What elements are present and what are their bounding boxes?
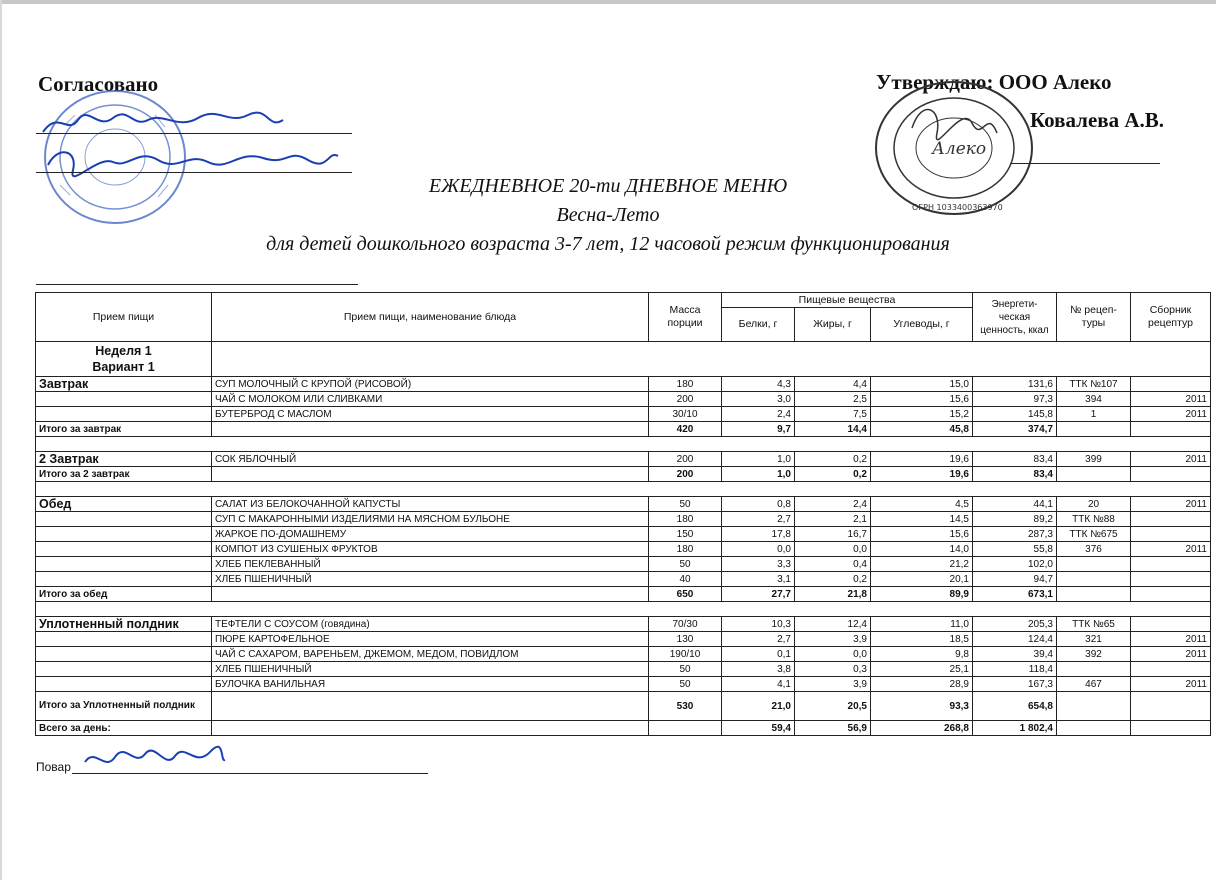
energy-cell: 89,2 (973, 512, 1057, 527)
fats-cell: 21,8 (795, 587, 871, 602)
col-nutrients: Пищевые вещества (722, 293, 973, 308)
menu-subtitle: для детей дошкольного возраста 3-7 лет, 12 часовой режим функционирования (266, 233, 950, 255)
collection-cell: 2011 (1131, 452, 1211, 467)
meal-cell (36, 572, 212, 587)
proteins-cell: 3,8 (722, 662, 795, 677)
dish-row (36, 527, 1211, 542)
proteins-cell: 3,3 (722, 557, 795, 572)
fats-cell: 2,1 (795, 512, 871, 527)
energy-cell: 118,4 (973, 662, 1057, 677)
collection-cell (1131, 662, 1211, 677)
fats-cell: 0,0 (795, 542, 871, 557)
collection-cell (1131, 692, 1211, 721)
fats-cell: 14,4 (795, 422, 871, 437)
mass-cell: 50 (649, 497, 722, 512)
energy-cell: 124,4 (973, 632, 1057, 647)
energy-cell: 145,8 (973, 407, 1057, 422)
energy-cell: 205,3 (973, 617, 1057, 632)
dish-cell: ЖАРКОЕ ПО-ДОМАШНЕМУ (212, 527, 649, 542)
carbs-cell: 18,5 (871, 632, 973, 647)
mass-cell: 30/10 (649, 407, 722, 422)
meal-cell (36, 542, 212, 557)
meal-cell: Итого за обед (36, 587, 212, 602)
energy-cell: 287,3 (973, 527, 1057, 542)
col-meal: Прием пищи (36, 293, 212, 342)
col-energy: Энергети-ческая ценность, ккал (973, 293, 1057, 342)
dish-cell: СУП МОЛОЧНЫЙ С КРУПОЙ (РИСОВОЙ) (212, 377, 649, 392)
page-border (0, 0, 1216, 4)
proteins-cell: 3,1 (722, 572, 795, 587)
mass-cell: 650 (649, 587, 722, 602)
dish-cell: ХЛЕБ ПШЕНИЧНЫЙ (212, 662, 649, 677)
carbs-cell: 89,9 (871, 587, 973, 602)
dish-cell: БУТЕРБРОД С МАСЛОМ (212, 407, 649, 422)
fats-cell: 12,4 (795, 617, 871, 632)
recipe-cell: 376 (1057, 542, 1131, 557)
spacer-row (36, 482, 1211, 497)
energy-cell: 131,6 (973, 377, 1057, 392)
collection-cell: 2011 (1131, 497, 1211, 512)
meal-cell: Уплотненный полдник (36, 617, 212, 632)
collection-cell (1131, 572, 1211, 587)
carbs-cell: 14,0 (871, 542, 973, 557)
recipe-cell (1057, 422, 1131, 437)
dish-cell (212, 721, 649, 736)
recipe-cell (1057, 557, 1131, 572)
dish-row (36, 392, 1211, 407)
director-name: Ковалева А.В. (1030, 108, 1165, 132)
meal-cell (36, 407, 212, 422)
col-collection: Сборник рецептур (1131, 293, 1211, 342)
mass-cell: 200 (649, 467, 722, 482)
fats-cell: 0,2 (795, 452, 871, 467)
week-cell (36, 342, 212, 377)
page-border-left (0, 0, 2, 880)
carbs-cell: 21,2 (871, 557, 973, 572)
energy-cell: 1 802,4 (973, 721, 1057, 736)
energy-cell: 83,4 (973, 452, 1057, 467)
mass-cell: 130 (649, 632, 722, 647)
svg-text:ОГРН 1033400363970: ОГРН 1033400363970 (912, 203, 1003, 212)
meal-cell (36, 527, 212, 542)
energy-cell: 102,0 (973, 557, 1057, 572)
proteins-cell: 3,0 (722, 392, 795, 407)
approve-label: Утверждаю: ООО Алеко (876, 70, 1112, 94)
dish-row (36, 377, 1211, 392)
week-label: Неделя 1 (95, 344, 152, 358)
meal-cell: Итого за 2 завтрак (36, 467, 212, 482)
energy-cell: 167,3 (973, 677, 1057, 692)
dish-row (36, 662, 1211, 677)
carbs-cell: 268,8 (871, 721, 973, 736)
dish-row (36, 677, 1211, 692)
dish-row (36, 407, 1211, 422)
collection-cell (1131, 422, 1211, 437)
mass-cell: 150 (649, 527, 722, 542)
fats-cell: 20,5 (795, 692, 871, 721)
mass-cell: 70/30 (649, 617, 722, 632)
recipe-cell: ТТК №675 (1057, 527, 1131, 542)
dish-cell (212, 692, 649, 721)
carbs-cell: 15,2 (871, 407, 973, 422)
dish-row (36, 557, 1211, 572)
meal-cell: Обед (36, 497, 212, 512)
collection-cell (1131, 467, 1211, 482)
fats-cell: 7,5 (795, 407, 871, 422)
proteins-cell: 4,1 (722, 677, 795, 692)
collection-cell: 2011 (1131, 407, 1211, 422)
proteins-cell: 9,7 (722, 422, 795, 437)
meal-cell (36, 557, 212, 572)
energy-cell: 97,3 (973, 392, 1057, 407)
carbs-cell: 25,1 (871, 662, 973, 677)
carbs-cell: 28,9 (871, 677, 973, 692)
mass-cell: 40 (649, 572, 722, 587)
fats-cell: 0,2 (795, 572, 871, 587)
recipe-cell (1057, 467, 1131, 482)
meal-cell (36, 632, 212, 647)
carbs-cell: 19,6 (871, 452, 973, 467)
proteins-cell: 59,4 (722, 721, 795, 736)
proteins-cell: 27,7 (722, 587, 795, 602)
collection-cell (1131, 527, 1211, 542)
menu-table (35, 292, 1211, 736)
fats-cell: 0,2 (795, 467, 871, 482)
fats-cell: 2,5 (795, 392, 871, 407)
proteins-cell: 1,0 (722, 467, 795, 482)
variant-label: Вариант 1 (92, 360, 155, 374)
proteins-cell: 21,0 (722, 692, 795, 721)
energy-cell: 673,1 (973, 587, 1057, 602)
carbs-cell: 15,6 (871, 392, 973, 407)
recipe-cell (1057, 692, 1131, 721)
carbs-cell: 19,6 (871, 467, 973, 482)
collection-cell: 2011 (1131, 647, 1211, 662)
dish-row (36, 572, 1211, 587)
mass-cell: 530 (649, 692, 722, 721)
mass-cell: 50 (649, 677, 722, 692)
week-filler (212, 342, 1211, 377)
total-row (36, 692, 1211, 721)
total-row (36, 467, 1211, 482)
collection-cell: 2011 (1131, 392, 1211, 407)
dish-row (36, 617, 1211, 632)
mass-cell: 200 (649, 452, 722, 467)
dish-cell: СОК ЯБЛОЧНЫЙ (212, 452, 649, 467)
energy-cell: 83,4 (973, 467, 1057, 482)
mass-cell: 180 (649, 377, 722, 392)
collection-cell (1131, 721, 1211, 736)
dish-cell: БУЛОЧКА ВАНИЛЬНАЯ (212, 677, 649, 692)
carbs-cell: 15,6 (871, 527, 973, 542)
fats-cell: 3,9 (795, 677, 871, 692)
meal-cell: 2 Завтрак (36, 452, 212, 467)
collection-cell (1131, 617, 1211, 632)
dish-cell: САЛАТ ИЗ БЕЛОКОЧАННОЙ КАПУСТЫ (212, 497, 649, 512)
carbs-cell: 45,8 (871, 422, 973, 437)
dish-cell: ХЛЕБ ПЕКЛЕВАННЫЙ (212, 557, 649, 572)
recipe-cell: 1 (1057, 407, 1131, 422)
collection-cell (1131, 587, 1211, 602)
fats-cell: 16,7 (795, 527, 871, 542)
mass-cell: 180 (649, 512, 722, 527)
collection-cell (1131, 557, 1211, 572)
recipe-cell (1057, 572, 1131, 587)
dish-cell: ЧАЙ С МОЛОКОМ ИЛИ СЛИВКАМИ (212, 392, 649, 407)
svg-text:Алеко: Алеко (932, 139, 987, 159)
recipe-cell: ТТК №88 (1057, 512, 1131, 527)
proteins-cell: 0,1 (722, 647, 795, 662)
recipe-cell: 394 (1057, 392, 1131, 407)
dish-row (36, 542, 1211, 557)
meal-cell: Итого за завтрак (36, 422, 212, 437)
fats-cell: 0,3 (795, 662, 871, 677)
meal-cell: Всего за день: (36, 721, 212, 736)
carbs-cell: 15,0 (871, 377, 973, 392)
recipe-cell: 392 (1057, 647, 1131, 662)
spacer-row (36, 602, 1211, 617)
proteins-cell: 2,7 (722, 632, 795, 647)
proteins-cell: 4,3 (722, 377, 795, 392)
menu-season: Весна-Лето (556, 204, 660, 226)
col-recipe: № рецеп-туры (1057, 293, 1131, 342)
dish-cell (212, 422, 649, 437)
collection-cell (1131, 512, 1211, 527)
spacer-cell (36, 602, 1211, 617)
dish-row (36, 497, 1211, 512)
grand-total-row (36, 721, 1211, 736)
meal-cell (36, 677, 212, 692)
menu-title: ЕЖЕДНЕВНОЕ 20-ти ДНЕВНОЕ МЕНЮ (428, 175, 788, 197)
col-fats: Жиры, г (795, 308, 871, 342)
collection-cell: 2011 (1131, 677, 1211, 692)
mass-cell: 180 (649, 542, 722, 557)
col-carbs: Углеводы, г (871, 308, 973, 342)
dish-cell: КОМПОТ ИЗ СУШЕНЫХ ФРУКТОВ (212, 542, 649, 557)
recipe-cell (1057, 662, 1131, 677)
mass-cell: 420 (649, 422, 722, 437)
dish-cell: ЧАЙ С САХАРОМ, ВАРЕНЬЕМ, ДЖЕМОМ, МЕДОМ, ПОВИДЛОМ (212, 647, 649, 662)
energy-cell: 44,1 (973, 497, 1057, 512)
dish-cell (212, 467, 649, 482)
cook-signature (80, 742, 230, 782)
energy-cell: 55,8 (973, 542, 1057, 557)
recipe-cell: 321 (1057, 632, 1131, 647)
spacer-cell (36, 482, 1211, 497)
mass-cell (649, 721, 722, 736)
fats-cell: 3,9 (795, 632, 871, 647)
spacer-cell (36, 437, 1211, 452)
proteins-cell: 0,0 (722, 542, 795, 557)
fats-cell: 0,4 (795, 557, 871, 572)
fats-cell: 4,4 (795, 377, 871, 392)
cook-label: Повар (36, 760, 71, 774)
signature-line (36, 172, 352, 173)
mass-cell: 200 (649, 392, 722, 407)
proteins-cell: 0,8 (722, 497, 795, 512)
recipe-cell (1057, 721, 1131, 736)
meal-cell: Завтрак (36, 377, 212, 392)
total-row (36, 587, 1211, 602)
spacer-row (36, 437, 1211, 452)
recipe-cell (1057, 587, 1131, 602)
col-proteins: Белки, г (722, 308, 795, 342)
dish-row (36, 512, 1211, 527)
total-row (36, 422, 1211, 437)
mass-cell: 190/10 (649, 647, 722, 662)
energy-cell: 654,8 (973, 692, 1057, 721)
signature-line (36, 133, 352, 134)
fats-cell: 0,0 (795, 647, 871, 662)
carbs-cell: 4,5 (871, 497, 973, 512)
collection-cell (1131, 377, 1211, 392)
recipe-cell: 20 (1057, 497, 1131, 512)
proteins-cell: 10,3 (722, 617, 795, 632)
agreed-label: Согласовано (38, 72, 159, 96)
proteins-cell: 2,7 (722, 512, 795, 527)
dish-row (36, 632, 1211, 647)
recipe-cell: ТТК №107 (1057, 377, 1131, 392)
meal-cell (36, 512, 212, 527)
recipe-cell: 399 (1057, 452, 1131, 467)
table-header-row (36, 293, 1211, 308)
carbs-cell: 20,1 (871, 572, 973, 587)
dish-row (36, 647, 1211, 662)
dish-row (36, 452, 1211, 467)
carbs-cell: 11,0 (871, 617, 973, 632)
meal-cell (36, 647, 212, 662)
mass-cell: 50 (649, 557, 722, 572)
fats-cell: 56,9 (795, 721, 871, 736)
energy-cell: 374,7 (973, 422, 1057, 437)
dish-cell: СУП С МАКАРОННЫМИ ИЗДЕЛИЯМИ НА МЯСНОМ БУЛЬОНЕ (212, 512, 649, 527)
recipe-cell: ТТК №65 (1057, 617, 1131, 632)
meal-cell (36, 392, 212, 407)
dish-cell: ПЮРЕ КАРТОФЕЛЬНОЕ (212, 632, 649, 647)
meal-cell: Итого за Уплотненный полдник (36, 692, 212, 721)
proteins-cell: 17,8 (722, 527, 795, 542)
carbs-cell: 14,5 (871, 512, 973, 527)
proteins-cell: 2,4 (722, 407, 795, 422)
week-row (36, 342, 1211, 377)
carbs-cell: 93,3 (871, 692, 973, 721)
carbs-cell: 9,8 (871, 647, 973, 662)
collection-cell: 2011 (1131, 632, 1211, 647)
energy-cell: 39,4 (973, 647, 1057, 662)
col-mass: Масса порции (649, 293, 722, 342)
meal-cell (36, 662, 212, 677)
dish-cell: ХЛЕБ ПШЕНИЧНЫЙ (212, 572, 649, 587)
col-dish: Прием пищи, наименование блюда (212, 293, 649, 342)
recipe-cell: 467 (1057, 677, 1131, 692)
mass-cell: 50 (649, 662, 722, 677)
energy-cell: 94,7 (973, 572, 1057, 587)
dish-cell (212, 587, 649, 602)
collection-cell: 2011 (1131, 542, 1211, 557)
separator-line (36, 284, 358, 285)
fats-cell: 2,4 (795, 497, 871, 512)
proteins-cell: 1,0 (722, 452, 795, 467)
dish-cell: ТЕФТЕЛИ С СОУСОМ (говядина) (212, 617, 649, 632)
